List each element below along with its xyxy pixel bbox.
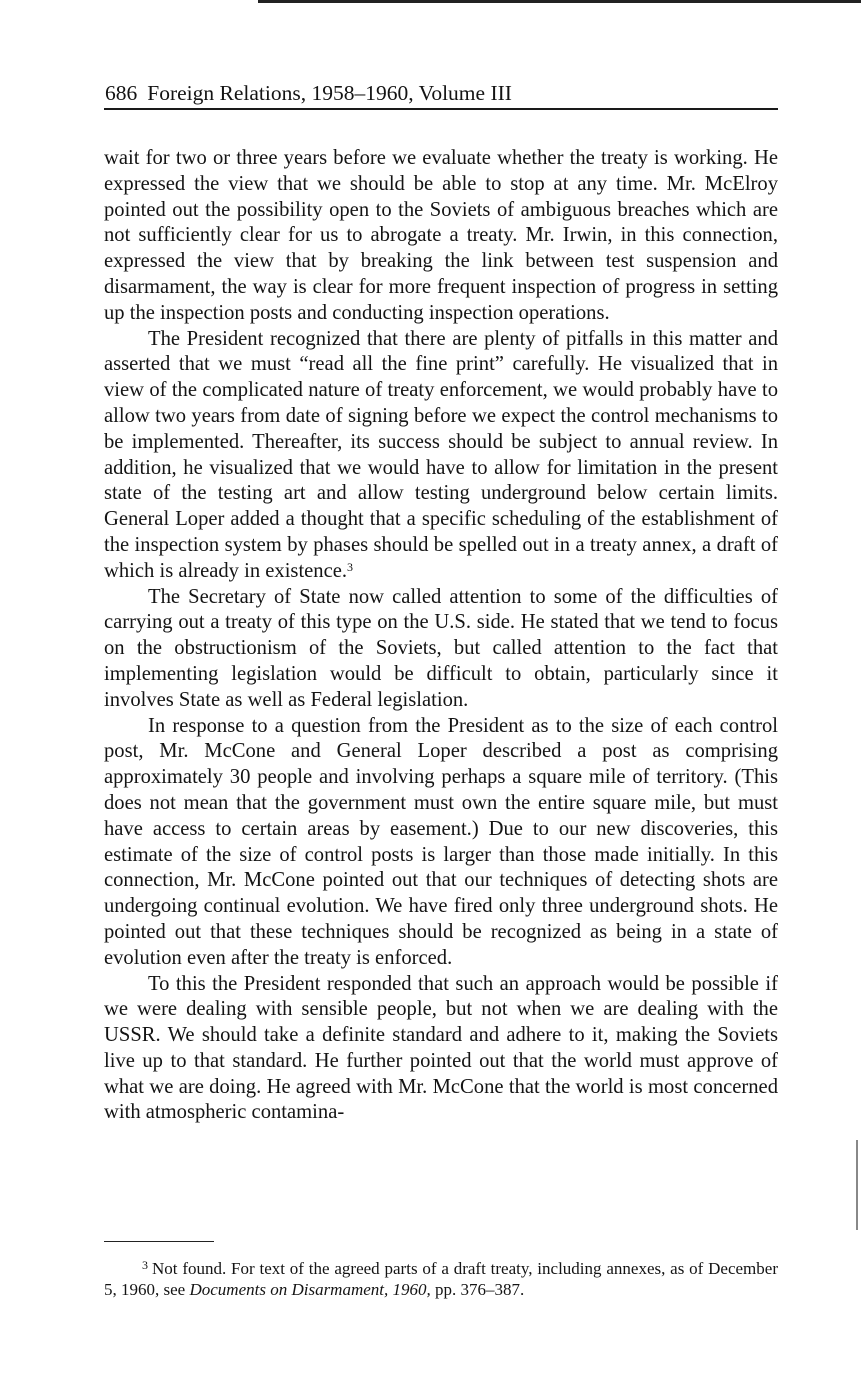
body-text	[104, 146, 778, 1126]
paragraph-1: wait for two or three years before we evaluate whether the treaty is working. He expressed the view that we should be able to stop at any time. Mr. McElroy pointed out the possibility open to the Soviets of ambiguous breaches which are not sufficiently clear for us to abrogate a treaty. Mr. Irwin, in this connection, expressed the view that by breaking the link between test suspension and disarmament, the way is clear for more frequent inspection of progress in setting up the inspection posts and conducting inspection operations.	[104, 147, 778, 324]
scan-edge-mark	[856, 1140, 858, 1230]
paragraph-2	[104, 327, 778, 585]
footnote-rule	[104, 1241, 214, 1242]
footnote-reference[interactable]: 3	[347, 559, 354, 574]
footnote	[104, 1258, 778, 1300]
paragraph-4: In response to a question from the President as to the size of each control post, Mr. McCone and General Loper described a post as comprising approximately 30 people and involving perhaps a square mile of territory. (This does not mean that the government must own the entire square mile, but must have access to certain areas by easement.) Due to our new discoveries, this estimate of the size of control posts is larger than those made initially. In this connection, Mr. McCone pointed out that our techniques of detecting shots are undergoing continual evolution. We have fired only three underground shots. He pointed out that these techniques should be recognized as being in a state of evolution even after the treaty is enforced.	[104, 714, 778, 969]
paragraph-2-text: The President recognized that there are plenty of pitfalls in this matter and asserted that we must “read all the fine print” carefully. He visualized that in view of the complicated nature of treaty enforcement, we would probably have to allow two years from date of signing before we expect the control mechanisms to be implemented. Thereafter, its success should be subject to annual review. In addition, he visualized that we would have to allow for limitation in the present state of the testing art and allow testing underground below certain limits. General Loper added a thought that a specific scheduling of the establishment of the inspection system by phases should be spelled out in a treaty annex, a draft of which is already in existence.	[104, 327, 778, 582]
paragraph-3: The Secretary of State now called attention to some of the difficulties of carrying out a treaty of this type on the U.S. side. He stated that we tend to focus on the obstructionism of the Soviets, but called attention to the fact that implementing legislation would be difficult to obtain, particularly since it involves State as well as Federal legislation.	[104, 585, 778, 711]
top-edge-rule	[258, 0, 861, 3]
footnote-source-title: Documents on Disarmament, 1960,	[189, 1280, 431, 1299]
header-rule	[104, 108, 778, 110]
footnote-text-after: pp. 376–387.	[430, 1280, 525, 1299]
footnote-text-before: Not found. For text of the agreed parts of a draft treaty, including annexes, as of December 5, 1960, see	[104, 1259, 778, 1299]
running-title: Foreign Relations, 1958–1960, Volume III	[147, 81, 512, 105]
paragraph-5: To this the President responded that such an approach would be possible if we were dealing with sensible people, but not when we are dealing with the USSR. We should take a definite standard and adhere to it, making the Soviets live up to that standard. He further pointed out that the world must approve of what we are doing. He agreed with Mr. McCone that the world is most concerned with atmospheric contamina-	[104, 972, 778, 1124]
page-number: 686	[105, 81, 138, 105]
running-header	[105, 80, 777, 106]
footnote-number: 3	[142, 1258, 148, 1272]
